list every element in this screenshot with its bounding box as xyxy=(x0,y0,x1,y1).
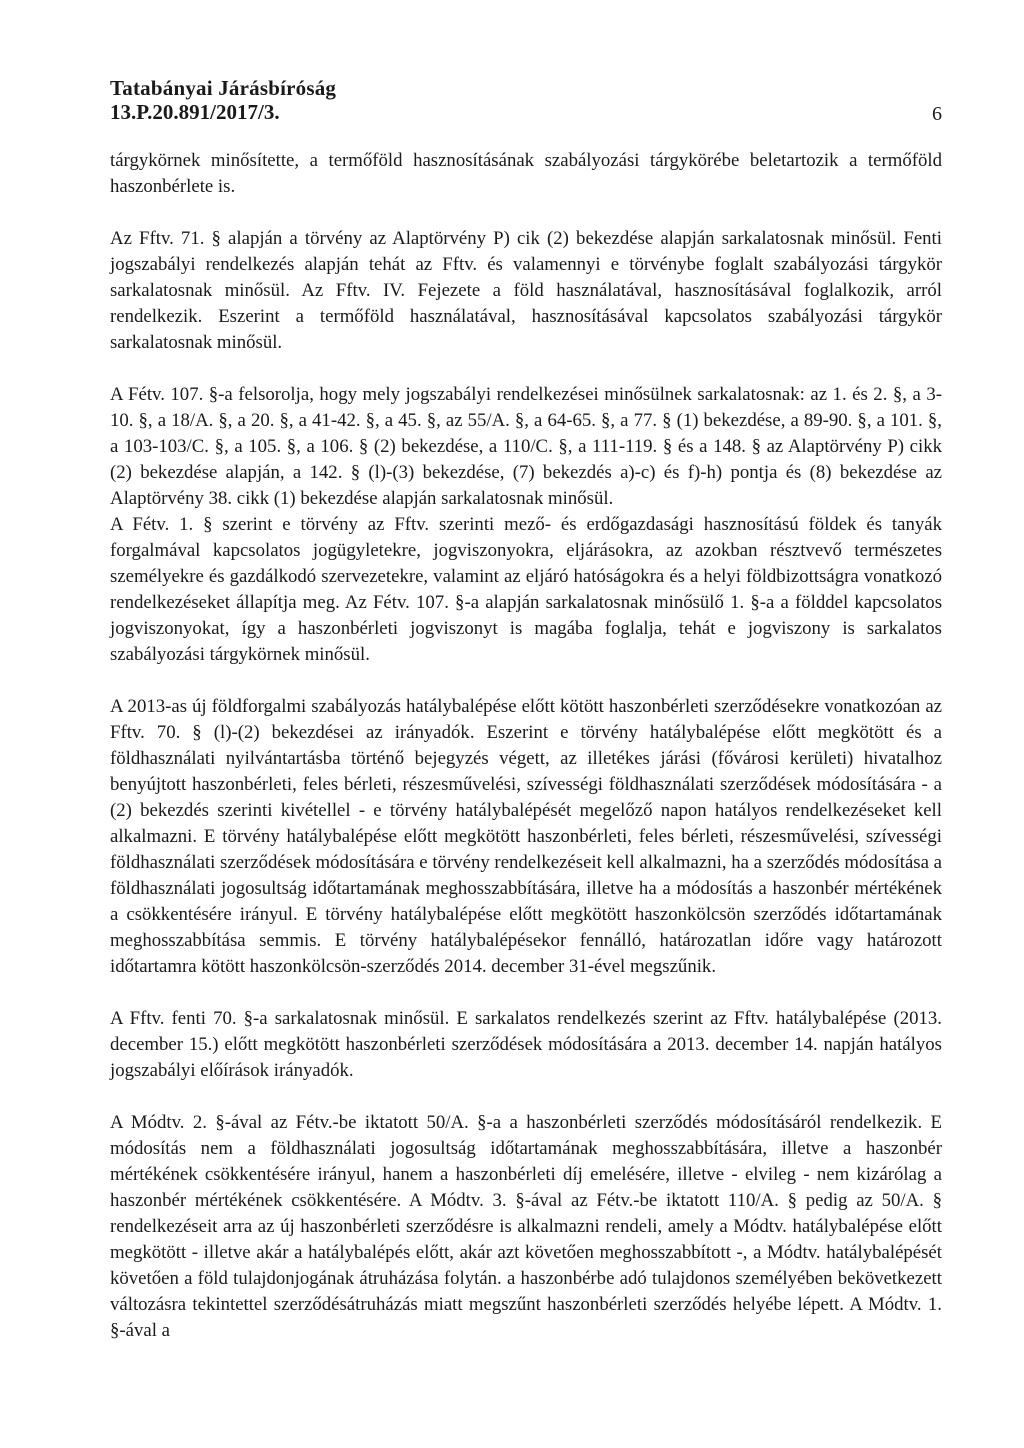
page-number: 6 xyxy=(932,103,942,125)
document-page xyxy=(110,76,942,1370)
header-row xyxy=(110,100,942,126)
case-number: 13.P.20.891/2017/3. xyxy=(110,100,280,124)
paragraph-2: Az Fftv. 71. § alapján a törvény az Alaptörvény P) cik (2) bekezdése alapján sarkalatosnak minősül. Fenti jogszabályi rendelkezés alapján tehát az Fftv. és valamennyi e törvénybe foglalt szabályozási tárgykör sarkalatosnak minősül. Az Fftv. IV. Fejezete a föld használatával, hasznosításával foglalkozik, arról rendelkezik. Eszerint a termőföld használatával, hasznosításával kapcsolatos szabályozási tárgykör sarkalatosnak minősül. xyxy=(110,228,942,353)
paragraph-1: tárgykörnek minősítette, a termőföld hasznosításának szabályozási tárgykörébe beletartozik a termőföld haszonbérlete is. xyxy=(110,150,942,197)
paragraph-4: A Fétv. 1. § szerint e törvény az Fftv. szerinti mező- és erdőgazdasági hasznosítású földek és tanyák forgalmával kapcsolatos jogügyletekre, jogviszonyokra, eljárásokra, az azokban résztvevő természetes személyekre és gazdálkodó szervezetekre, valamint az eljáró hatóságokra és a helyi földbizottságra vonatkozó rendelkezéseket állapítja meg. Az Fétv. 107. §-a alapján sarkalatosnak minősülő 1. §-a a földdel kapcsolatos jogviszonyokat, így a haszonbérleti jogviszonyt is magába foglalja, tehát e jogviszony is sarkalatos szabályozási tárgykörnek minősül. xyxy=(110,514,942,665)
paragraph-5: A 2013-as új földforgalmi szabályozás hatálybalépése előtt kötött haszonbérleti szerződésekre vonatkozóan az Fftv. 70. § (l)-(2) bekezdései az irányadók. Eszerint e törvény hatálybalépése előtt megkötött és a földhasználati nyilvántartásba történő bejegyzés végett, az illetékes járási (fővárosi kerületi) hivatalhoz benyújtott haszonbérleti, feles bérleti, részesművelési, szívességi földhasználati szerződések módosítására - a (2) bekezdés szerinti kivétellel - e törvény hatálybalépését megelőző napon hatályos rendelkezéseket kell alkalmazni. E törvény hatálybalépése előtt megkötött haszonbérleti, feles bérleti, részesművelési, szívességi földhasználati szerződések módosítására e törvény rendelkezéseit kell alkalmazni, ha a szerződés módosítása a földhasználati jogosultság időtartamának meghosszabbítására, illetve ha a módosítás a haszonbér mértékének a csökkentésére irányul. E törvény hatálybalépése előtt megkötött haszonkölcsön szerződés időtartamának meghosszabbítása semmis. E törvény hatálybalépésekor fennálló, határozatlan időre vagy határozott időtartamra kötött haszonkölcsön-szerződés 2014. december 31-ével megszűnik. xyxy=(110,696,942,977)
paragraph-3: A Fétv. 107. §-a felsorolja, hogy mely jogszabályi rendelkezései minősülnek sarkalatosnak: az 1. és 2. §, a 3-10. §, a 18/A. §, a 20. §, a 41-42. §, a 45. §, az 55/A. §, a 64-65. §, a 77. § (1) bekezdése, a 89-90. §, a 101. §, a 103-103/C. §, a 105. §, a 106. § (2) bekezdése, a 110/C. §, a 111-119. § és a 148. § az Alaptörvény P) cikk (2) bekezdése alapján, a 142. § (l)-(3) bekezdése, (7) bekezdés a)-c) és f)-h) pontja és (8) bekezdése az Alaptörvény 38. cikk (1) bekezdése alapján sarkalatosnak minősül. xyxy=(110,384,942,509)
court-name: Tatabányai Járásbíróság xyxy=(110,76,337,100)
paragraph-6: A Fftv. fenti 70. §-a sarkalatosnak minősül. E sarkalatos rendelkezés szerint az Fftv. hatálybalépése (2013. december 15.) előtt megkötött haszonbérleti szerződések módosítására a 2013. december 14. napján hatályos jogszabályi előírások irányadók. xyxy=(110,1008,942,1081)
paragraph-7: A Módtv. 2. §-ával az Fétv.-be iktatott 50/A. §-a a haszonbérleti szerződés módosításáról rendelkezik. E módosítás nem a földhasználati jogosultság időtartamának meghosszabbítására, illetve a haszonbér mértékének csökkentésére irányul, hanem a haszonbérleti díj emelésére, illetve - elvileg - nem kizárólag a haszonbér mértékének csökkentésére. A Módtv. 3. §-ával az Fétv.-be iktatott 110/A. § pedig az 50/A. § rendelkezéseit arra az új haszonbérleti szerződésre is alkalmazni rendeli, amely a Módtv. hatálybalépése előtt megkötött - illetve akár a hatálybalépés előtt, akár azt követően meghosszabbított -, a Módtv. hatálybalépését követően a föld tulajdonjogának átruházása folytán. a haszonbérbe adó tulajdonos személyében bekövetkezett változásra tekintettel szerződésátruházás miatt megszűnt haszonbérleti szerződés helyébe lépett. A Módtv. 1. §-ával a xyxy=(110,1112,942,1341)
